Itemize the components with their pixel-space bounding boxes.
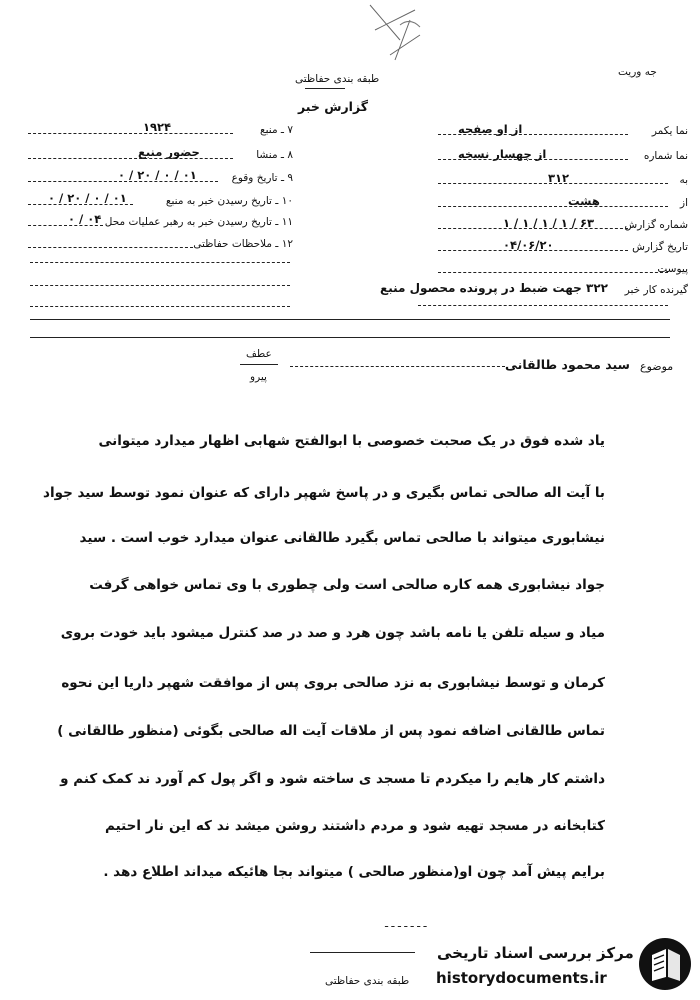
field-value: هشت [568, 194, 600, 208]
field-event-date [28, 168, 293, 188]
field-copy [418, 147, 688, 166]
marginal-reference: عطف [246, 348, 272, 360]
field-label: ۹ ـ تاریخ وقوع [231, 172, 293, 184]
report-title: گزارش خبر [298, 99, 369, 114]
field-news-to-ops-date [28, 212, 293, 232]
field-origin [28, 145, 293, 165]
field-news-to-source-date [28, 191, 293, 211]
field-label: نما یکمر [651, 125, 688, 137]
field-label: ۱۱ ـ تاریخ رسیدن خبر به رهبر عملیات محل [104, 216, 293, 228]
separator-line [30, 337, 670, 338]
field-label: پیوست [657, 263, 688, 275]
signature-line: ـ ـ ـ ـ ـ ـ ـ [385, 918, 427, 930]
note-underline [305, 88, 345, 89]
field-value: حضور منبع [138, 145, 200, 159]
classification-heading: جه وریت [618, 66, 657, 78]
field-from [418, 194, 688, 213]
watermark-logo-icon [636, 935, 694, 993]
field-label: ۸ ـ منشا [256, 149, 293, 161]
watermark-title: مرکز بررسی اسناد تاریخی [437, 944, 634, 962]
field-value: از چهسار نسخه [458, 147, 547, 161]
field-page [418, 122, 688, 141]
field-label: از [680, 197, 688, 209]
field-to [418, 171, 688, 190]
body-line: کتابخانه در مسجد تهیه شود و مردم داشتند روشن میشد ند که این نار احتیم [105, 818, 605, 834]
field-label: تاریخ گزارش [632, 241, 688, 253]
field-attachment [418, 263, 688, 279]
separator-line [30, 319, 670, 320]
field-label: نما شماره [643, 150, 688, 162]
field-report-number [418, 216, 688, 235]
field-label: ۱۲ ـ ملاحظات حفاظتی [193, 238, 293, 250]
field-value: ۰۴/۰۶/۲۰ [503, 238, 554, 252]
field-value: ۶۳ / ۱ / ۱ / ۱ / ۱ [503, 216, 595, 230]
field-label: گیرنده کار خبر [624, 284, 688, 296]
field-value: از او صفحه [458, 122, 523, 136]
field-source [28, 120, 293, 140]
field-label: ۱۰ ـ تاریخ رسیدن خبر به منبع [165, 195, 293, 207]
watermark-url: historydocuments.ir [436, 969, 607, 987]
body-line: داشتم کار هایم را میکردم تا مسجد ی ساخته شود و اگر پول کم آورد ند کمک کنم و [60, 771, 605, 787]
field-value: ۰۱ / ۰ / ۲۰ / ۰ [48, 191, 127, 205]
body-line: جواد نیشابوری همه کاره صالحی است ولی چطوری با وی تماس خواهی گرفت [89, 577, 605, 593]
subject-value: سید محمود طالقانی [505, 357, 630, 372]
marginal-follow-up: پیرو [250, 371, 267, 383]
body-line: برایم پیش آمد چون او(منظور صالحی ) میتواند بجا هائیکه میداند اطلاع دهد . [103, 864, 605, 880]
footer-classification: طبقه بندی حفاظتی [325, 975, 410, 987]
body-line: میاد و سیله تلفن یا نامه باشد چون هرد و صد در صد کنترل میشود باید خودت بروی [60, 625, 605, 641]
body-line: تماس طالقانی اضافه نمود پس از ملاقات آیت اله صالحی بگوئی (منظور طالقانی ) [57, 723, 605, 739]
field-report-date [418, 238, 688, 257]
field-label: به [679, 174, 688, 186]
field-recipient [318, 281, 688, 300]
body-line: با آیت اله صالحی تماس بگیری و در پاسخ شهپر دارای که عنوان نمود توسط سید جواد [43, 485, 605, 501]
field-protective-remarks [28, 238, 293, 254]
body-line: نیشابوری میتواند با صالحی تماس بگیرد طالقانی عنوان میدارد خوب است . سید [79, 530, 605, 546]
field-label: شماره گزارش [624, 219, 688, 231]
field-label: ۷ ـ منبع [260, 124, 293, 136]
classification-note: طبقه بندی حفاظتی [295, 73, 380, 85]
field-value: ۳۲۲ جهت ضبط در پرونده محصول منبع [380, 281, 608, 295]
body-line: یاد شده فوق در یک صحبت خصوصی با ابوالفتح شهابی اظهار میدارد میتوانی [98, 433, 605, 449]
subject-label: موضوع [640, 360, 674, 373]
field-value: ۳۱۲ [548, 171, 570, 185]
field-value: ۰۴ / ۰ [68, 212, 102, 226]
field-value: ۰۱ / ۰ / ۲۰ / ۰ [118, 168, 197, 182]
top-scribble [360, 0, 440, 70]
field-value: ۱۹۲۴ [143, 120, 172, 134]
body-line: کرمان و توسط نیشابوری به نزد صالحی بروی پس از موافقت شهپر داریا این نحوه [61, 675, 605, 691]
